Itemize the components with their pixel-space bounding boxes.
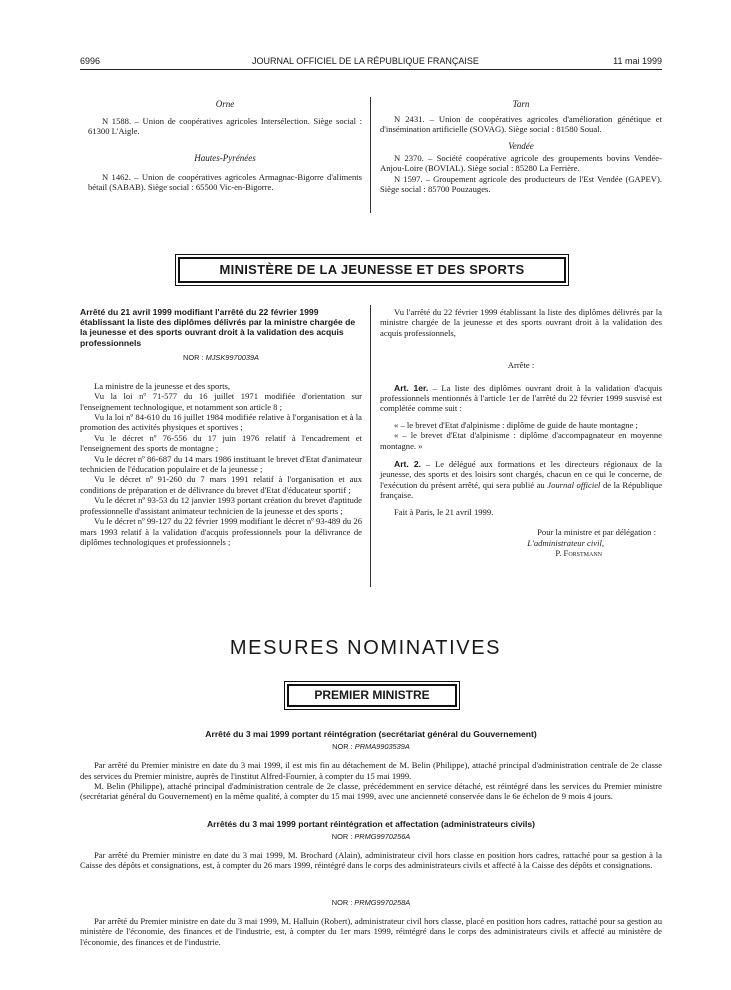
cooperative-entry: N 1588. – Union de coopératives agricoles Intersélection. Siège social : 61300 L'Aigle.	[88, 116, 362, 137]
premier-ministre-banner: PREMIER MINISTRE	[287, 684, 457, 707]
nor-reference	[80, 742, 662, 751]
dept-heading: Hautes-Pyrénées	[194, 152, 256, 163]
dept-heading: Orne	[215, 99, 235, 109]
paragraph: Par arrêté du Premier ministre en date du 3 mai 1999, il est mis fin au détachement de M. Belin (Philippe), attaché principal d'administration centrale de 2e classe des services du Premier ministre, auprès de l'institut Alfred-Fournier, à compter du 15 mai 1999.	[80, 760, 662, 781]
column-divider	[370, 305, 371, 587]
signature-name: P. Forstmann	[555, 547, 602, 558]
article-2	[380, 459, 662, 501]
nor-label: NOR :	[331, 832, 353, 842]
pm-arretes	[80, 729, 662, 947]
paragraph: Vu la loi nº 71-577 du 16 juillet 1971 modifiée d'orientation sur l'enseignement technologique, et notamment son article 8 ;	[80, 391, 362, 412]
cooperative-entry: N 2431. – Union de coopératives agricoles d'amélioration génétique et d'insémination artificielle (SOVAG). Siège social : 81580 Soual.	[380, 114, 662, 135]
arrete-word: Arrête :	[507, 360, 535, 371]
article-1	[380, 383, 662, 414]
paragraph: Vu le décret nº 86-687 du 14 mars 1986 instituant le brevet d'Etat d'animateur technicien de l'éducation populaire et de la jeunesse ;	[80, 453, 362, 475]
paragraph: Par arrêté du Premier ministre en date du 3 mai 1999, M. Brochard (Alain), administrateur civil hors classe en position hors cadres, rattaché pour sa gestion à la Caisse des dépôts et consignations, est, à compter du 26 mars 1999, réintégré dans le corps des administrateurs civils et affecté à la Caisse des dépôts et consignations.	[80, 850, 662, 871]
article-text: – La liste des diplômes ouvrant droit à la validation d'acquis professionnels mentionnés à l'article 1er de l'arrêté du 22 février 1999 susvisé est complétée comme suit :	[380, 382, 662, 414]
arrete-title: Arrêtés du 3 mai 1999 portant réintégration et affectation (administrateurs civils)	[206, 818, 536, 829]
signature-line: Pour la ministre et par délégation :	[537, 527, 656, 538]
article-text-end: de la République française.	[380, 479, 663, 501]
paragraph: Vu l'arrêté du 22 février 1999 établissant la liste des diplômes délivrés par la ministre chargée de la jeunesse et des sports ouvrant droit à la validation des acquis professionnels,	[380, 307, 662, 338]
arrete-sports-left-column	[80, 307, 362, 547]
journal-officiel-italic: Journal officiel	[547, 479, 601, 490]
paragraph: Vu le décret nº 76-556 du 17 juin 1976 relatif à l'encadrement et l'enseignement des sports de montagne ;	[80, 432, 362, 454]
signature-role: L'administrateur civil,	[527, 537, 604, 548]
header-rule	[80, 69, 662, 70]
paragraph: Vu le décret nº 99-127 du 22 février 1999 modifiant le décret nº 93-489 du 26 mars 1993 relatif à la validation d'acquis professionnels pour la délivrance de diplômes technologiques et professionnels ;	[80, 516, 362, 547]
nor-label: NOR :	[332, 742, 353, 752]
paragraph: Par arrêté du Premier ministre en date du 3 mai 1999, M. Halluin (Robert), administrateur civil hors classe, placé en position hors cadres, rattaché pour sa gestion au ministère de l'économie, des finances et de l'industrie, est, à compter du 1er mars 1999, réintégré dans le corps des administrateurs civils et affecté au ministère de l'économie, des finances et de l'industrie.	[80, 915, 662, 947]
paragraph: M. Belin (Philippe), attaché principal d'administration centrale de 2e classe, précédemment en service détaché, est réintégré dans les services du Premier ministre (secrétariat général du Gouvernement) en la même qualité, à compter du 15 mai 1999, avec une ancienneté conservée dans le 6e échelon de 9 mois 4 jours.	[80, 781, 662, 802]
nor-reference	[80, 898, 662, 907]
issue-date: 11 mai 1999	[613, 56, 662, 66]
article-label: Art. 2.	[394, 459, 422, 470]
paragraph: Vu le décret nº 91-260 du 7 mars 1991 relatif à l'organisation et aux conditions de préparation et de délivrance du brevet d'Etat d'éducateur sportif ;	[80, 474, 362, 495]
cooperative-entry: N 1597. – Groupement agricole des producteurs de l'Est Vendée (GAPEV). Siège social : 85700 Pouzauges.	[380, 173, 662, 195]
article-item: « – le brevet d'Etat d'alpinisme : diplôme d'accompagnateur en moyenne montagne. »	[380, 430, 662, 451]
nor-code: MJSK9970039A	[205, 352, 259, 362]
paragraph: Vu la loi nº 84-610 du 16 juillet 1984 modifiée relative à l'organisation et à la promotion des activités physiques et sportives ;	[80, 412, 362, 433]
journal-title: JOURNAL OFFICIEL DE LA RÉPUBLIQUE FRANÇAISE	[252, 56, 479, 66]
nor-reference	[80, 832, 662, 841]
cooperative-entry: N 1462. – Union de coopératives agricoles Armagnac-Bigorre d'aliments bétail (SABAB). Siège social : 65500 Vic-en-Bigorre.	[88, 171, 362, 193]
arrete-title: Arrêté du 3 mai 1999 portant réintégration (secrétariat général du Gouvernement)	[205, 729, 537, 739]
nor-label: NOR :	[331, 897, 353, 907]
nor-code: PRMA9903539A	[354, 742, 410, 752]
cooperative-entry: N 2370. – Société coopérative agricole des groupements bovins Vendée-Anjou-Loire (BOVIAL). Siège social : 85280 La Ferrière.	[380, 152, 662, 174]
arrete-sports-right-column	[380, 307, 662, 558]
paragraph: Vu le décret nº 93-53 du 12 janvier 1993 portant création du brevet d'aptitude professionnelle d'assistant animateur technicien de la jeunesse et des sports ;	[80, 495, 362, 516]
article-text: – Le délégué aux formations et les directeurs régionaux de la jeunesse, des sports et des loisirs sont chargés, chacun en ce qui le concerne, de l'exécution du présent arrêté, qui sera publié au	[380, 459, 662, 490]
paragraph: La ministre de la jeunesse et des sports,	[94, 380, 231, 391]
dept-heading: Tarn	[512, 99, 530, 109]
nor-code: PRMG9970256A	[354, 832, 411, 842]
nor-code: PRMG9970258A	[354, 897, 411, 907]
article-label: Art. 1er.	[394, 382, 429, 393]
nor-reference	[80, 353, 362, 362]
article-item: « – le brevet d'Etat d'alpinisme : diplôme de guide de haute montagne ;	[394, 419, 638, 430]
cooperatives-left-column	[88, 99, 362, 193]
ministry-banner: MINISTÈRE DE LA JEUNESSE ET DES SPORTS	[178, 257, 566, 283]
cooperatives-right-column	[380, 99, 662, 194]
fait-a-paris: Fait à Paris, le 21 avril 1999.	[394, 506, 494, 517]
section-title: MESURES NOMINATIVES	[229, 637, 502, 659]
dept-heading: Vendée	[508, 140, 534, 151]
nor-label: NOR :	[182, 352, 204, 362]
page-number: 6996	[80, 56, 101, 66]
column-divider	[370, 97, 371, 213]
arrete-title: Arrêté du 21 avril 1999 modifiant l'arrêté du 22 février 1999 établissant la liste des diplômes délivrés par la ministre chargée de la jeunesse et des sports ouvrant droit à la validation des acquis professionnels	[80, 307, 356, 348]
